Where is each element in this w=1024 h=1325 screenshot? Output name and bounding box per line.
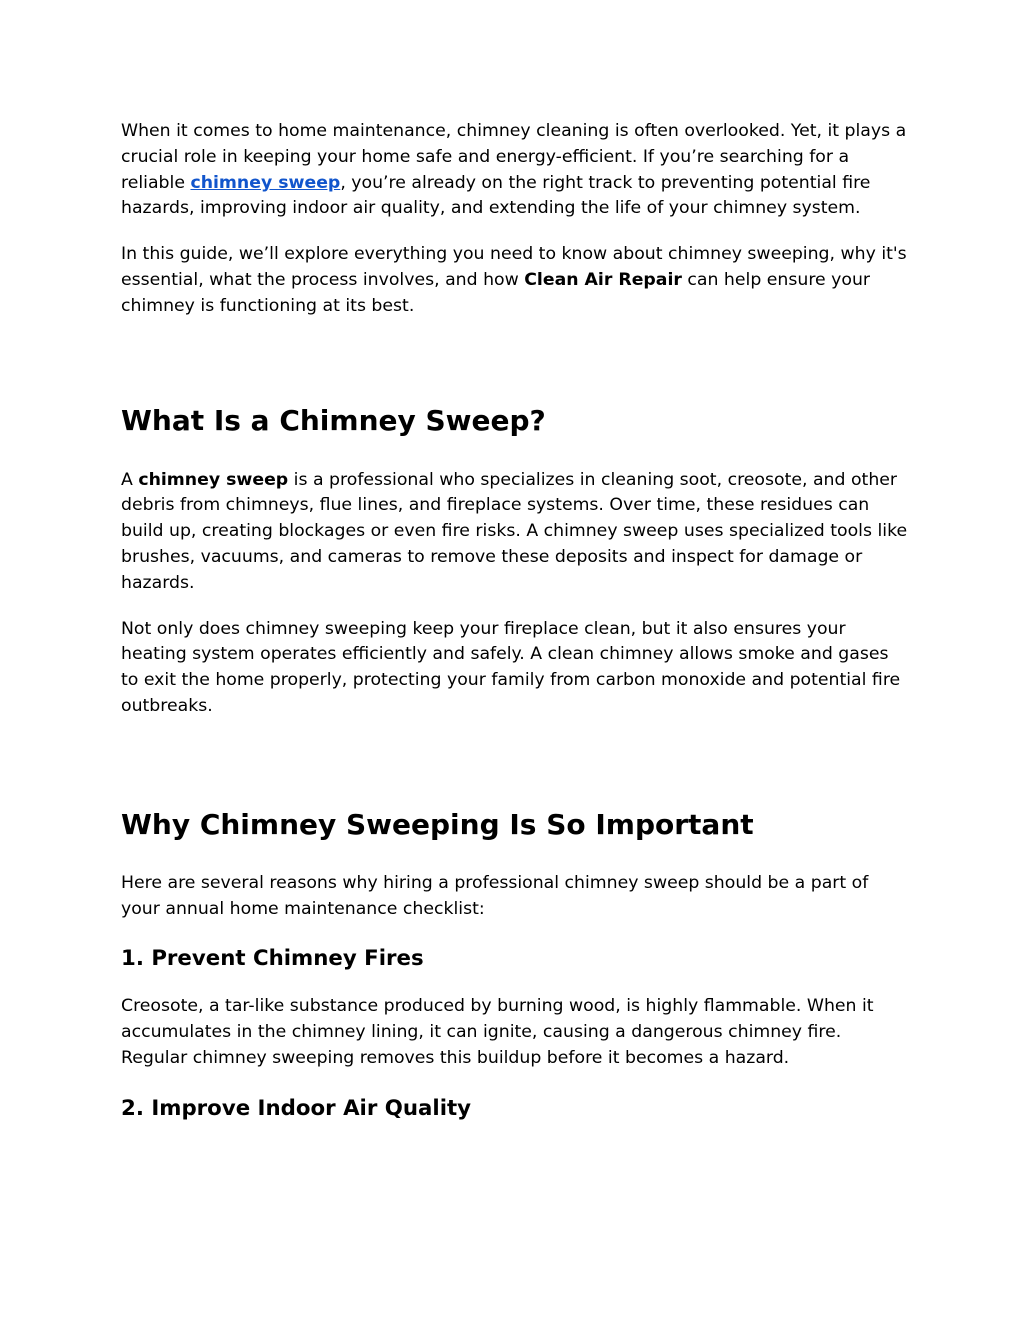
- document-content: [121, 119, 911, 1122]
- heading-what-is-chimney-sweep: What Is a Chimney Sweep?: [121, 403, 546, 437]
- why-paragraph-1: Here are several reasons why hiring a professional chimney sweep should be a part of your annual home maintenance checklist:: [121, 872, 869, 919]
- what-paragraph-1: [121, 468, 911, 597]
- intro-2-text-after-bold: can help ensure your chimney is functioning at its best.: [121, 269, 871, 316]
- subheading-indoor-air-quality: 2. Improve Indoor Air Quality: [121, 1095, 472, 1121]
- what-paragraph-2: Not only does chimney sweeping keep your fireplace clean, but it also ensures your heating system operates efficiently and safely. A clean chimney allows smoke and gases to exit the home properly, protecting your family from carbon monoxide and potential fire outbreaks.: [121, 618, 901, 716]
- chimney-sweep-link[interactable]: chimney sweep: [190, 172, 341, 193]
- prevent-fires-paragraph: Creosote, a tar-like substance produced by burning wood, is highly flammable. When it accumulates in the chimney lining, it can ignite, causing a dangerous chimney fire. Regular chimney sweeping removes this buildup before it becomes a hazard.: [121, 996, 874, 1068]
- intro-text-before-link: When it comes to home maintenance, chimney cleaning is often overlooked. Yet, it plays a crucial role in keeping your home safe and energy-efficient. If you’re searching for a reliable: [121, 121, 907, 193]
- chimney-sweep-bold: chimney sweep: [138, 469, 289, 490]
- what-1-text-before-bold: A: [121, 469, 139, 490]
- what-1-text-after-bold: is a professional who specializes in cleaning soot, creosote, and other debris from chimneys, flue lines, and fireplace systems. Over time, these residues can build up, creating blockages or even fire risks. A chimney sweep uses specialized tools like brushes, vacuums, and cameras to remove these deposits and inspect for damage or hazards.: [121, 469, 908, 593]
- intro-2-text-before-bold: In this guide, we’ll explore everything you need to know about chimney sweeping, why it's essential, what the process involves, and how: [121, 244, 907, 290]
- intro-paragraph-1: [121, 119, 911, 222]
- heading-why-important: Why Chimney Sweeping Is So Important: [121, 807, 754, 841]
- subheading-prevent-fires: 1. Prevent Chimney Fires: [121, 946, 424, 972]
- intro-text-after-link: , you’re already on the right track to preventing potential fire hazards, improving indoor air quality, and extending the life of your chimney system.: [121, 172, 871, 219]
- intro-paragraph-2: [121, 242, 911, 319]
- company-name-bold: Clean Air Repair: [524, 269, 682, 290]
